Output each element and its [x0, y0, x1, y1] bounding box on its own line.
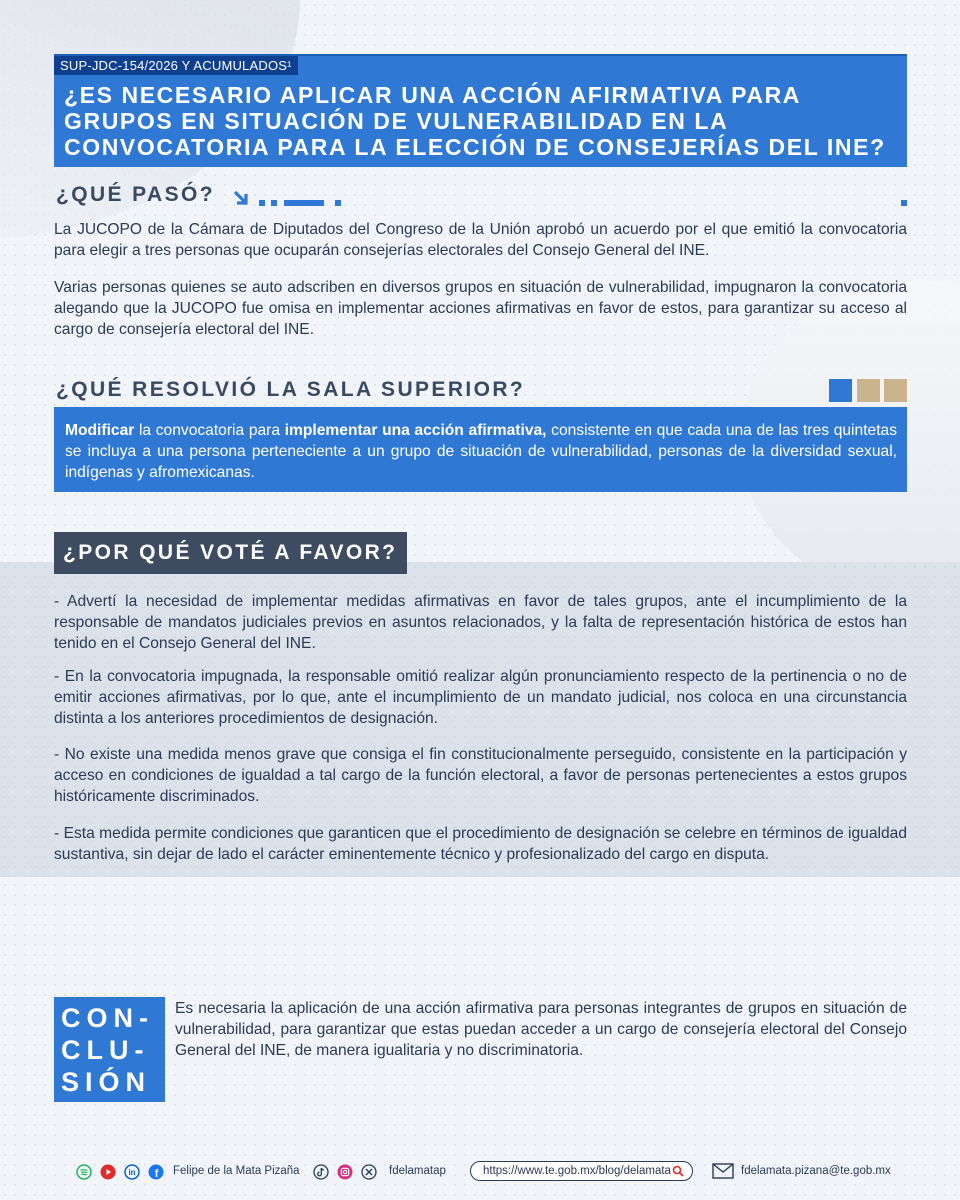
youtube-icon[interactable] — [100, 1164, 116, 1180]
instagram-icon[interactable] — [337, 1164, 353, 1180]
decor-dot — [271, 200, 277, 206]
conclusion-label-line: CLU- — [61, 1035, 150, 1065]
vote-point-4: - Esta medida permite condiciones que garanticen que el procedimiento de designación se celebre en términos de igualdad sustantiva, sin dejar de lado el carácter eminentemente técnico y profesionalizado del cargo en disputa. — [54, 825, 907, 863]
footer-email: fdelamata.pizana@te.gob.mx — [741, 1165, 891, 1177]
conclusion-label-line: CON- — [61, 1003, 154, 1033]
search-icon — [672, 1165, 684, 1177]
vote-point-2: - En la convocatoria impugnada, la responsable omitió realizar algún pronunciamiento respecto de la pertinencia o no de emitir acciones afirmativas, por lo que, ante el incumplimiento de un mandato judicial, nos coloca en una circunstancia distinta a los anteriores procedimientos de designación. — [54, 668, 907, 727]
svg-text:in: in — [128, 1168, 136, 1178]
arrow-down-right-icon — [232, 190, 250, 206]
resolution-text-1: la convocatoria para — [134, 422, 285, 439]
decor-square-tan — [884, 379, 907, 402]
facebook-icon[interactable] — [148, 1164, 164, 1180]
conclusion-text: Es necesaria la aplicación de una acción afirmativa para personas integrantes de grupos en situación de vulnerabilidad, para garantizar que estas puedan acceder a un cargo de consejería electoral del Consejo General del INE, de manera igualitaria y no discriminatoria. — [175, 1000, 907, 1059]
decor-dot — [335, 200, 341, 206]
resolution-text — [65, 420, 897, 483]
section-heading-voto: ¿POR QUÉ VOTÉ A FAVOR? — [54, 532, 407, 574]
resolution-bold-2: implementar una acción afirmativa, — [284, 422, 547, 439]
case-number-tag: SUP-JDC-154/2026 Y ACUMULADOS¹ — [54, 56, 298, 75]
resolution-text-2: consistente en que cada una de las tres quintetas se incluya a una persona perteneciente a un grupo de situación de vulnerabilidad, personas de la diversidad sexual, indígenas y afromexicanas. — [65, 422, 897, 481]
conclusion-label — [54, 997, 165, 1102]
x-icon[interactable] — [361, 1164, 377, 1180]
section-heading-resolucion: ¿QUÉ RESOLVIÓ LA SALA SUPERIOR? — [56, 378, 526, 401]
que-paso-paragraph-2: Varias personas quienes se auto adscriben en diversos grupos en situación de vulnerabilidad, impugnaron la convocatoria alegando que la JUCOPO fue omisa en implementar acciones afirmativas en favor de estos, para garantizar su acceso al cargo de consejería electoral del INE. — [54, 279, 907, 338]
decor-dot — [259, 200, 265, 206]
spotify-icon[interactable] — [76, 1164, 92, 1180]
decor-dot — [901, 200, 907, 206]
blog-link[interactable] — [470, 1161, 693, 1181]
decor-square-tan — [857, 379, 880, 402]
mail-icon[interactable] — [712, 1163, 734, 1179]
que-paso-paragraph-1: La JUCOPO de la Cámara de Diputados del Congreso de la Unión aprobó un acuerdo por el que emitió la convocatoria para elegir a tres personas que ocuparán consejerías electorales del Consejo General del INE. — [54, 221, 907, 259]
vote-point-1: - Advertí la necesidad de implementar medidas afirmativas en favor de tales grupos, ante el incumplimiento de la responsable de mandatos judiciales previos en asuntos relacionados, y la falta de representación histórica de estos han tenido en el Consejo General del INE. — [54, 593, 907, 652]
decor-dash — [284, 200, 324, 206]
resolution-bold-1: Modificar — [65, 422, 135, 439]
decor-square-blue — [829, 379, 852, 402]
footer-handle: fdelamatap — [389, 1165, 446, 1177]
blog-url: https://www.te.gob.mx/blog/delamata — [483, 1165, 671, 1177]
svg-text:f: f — [154, 1168, 159, 1180]
section-heading-que-paso: ¿QUÉ PASÓ? — [56, 183, 215, 206]
conclusion-label-line: SIÓN — [61, 1067, 152, 1097]
resolution-box — [54, 407, 907, 492]
footer — [0, 1150, 960, 1190]
vote-point-3: - No existe una medida menos grave que consiga el fin constitucionalmente perseguido, consistente en la participación y acceso en condiciones de igualdad a tal cargo de la función electoral, a favor de personas pertenecientes a estos grupos históricamente discriminados. — [54, 746, 907, 805]
linkedin-icon[interactable] — [124, 1164, 140, 1180]
page-title: ¿ES NECESARIO APLICAR UNA ACCIÓN AFIRMATIVA PARA GRUPOS EN SITUACIÓN DE VULNERABILIDAD EN LA CONVOCATORIA PARA LA ELECCIÓN DE CONSEJERÍAS DEL INE? — [64, 82, 886, 160]
tiktok-icon[interactable] — [313, 1164, 329, 1180]
footer-name: Felipe de la Mata Pizaña — [173, 1165, 300, 1177]
